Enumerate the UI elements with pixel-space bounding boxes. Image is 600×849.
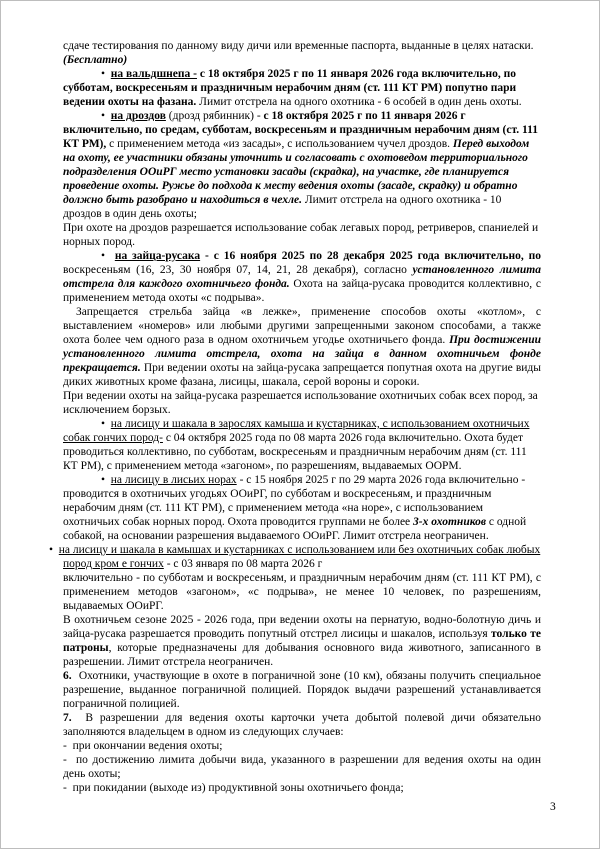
text-run: Лимит отстрела на одного охотника - 10 дроздов в один день охоты;	[63, 194, 502, 220]
text-run: на дроздов	[110, 110, 166, 122]
text-run: Охота на зайца-русака проводится коллективно, с применением метода охоты «с подрыва».	[63, 278, 542, 304]
bullet-fox-jackal-bushes	[49, 543, 541, 571]
text-run: с 18 октября 2025 г по 11 января 2026 года включительно, по субботам, воскресеньям и праздничным нерабочим дням (ст. 111 КТ РМ) попутно пари ведении охоты на фазана.	[63, 68, 517, 108]
text-run: Перед выходом на охоту, ее участники обязаны уточнить и согласовать с охотоведом территориального подразделения ООиРГ место установки засады (скрадка), на участке, где планируется проведение охоты. Ружье до подхода к месту ведения охоты (засаде, скрадку) и обратно должно быть разобрано и находиться в чехле.	[63, 138, 530, 206]
text-run: - по достижению лимита добычи вида, указанного в разрешении для ведения охоты на один день охоты;	[63, 754, 541, 780]
text-run: Охотники, участвующие в охоте в пограничной зоне (10 км), обязаны получить специальное разрешение, выданное пограничной полицией. Порядок выдачи разрешений устанавливается пограничной полицией.	[63, 670, 541, 710]
text-run: только те патроны	[63, 628, 541, 654]
bullet-marker: •	[101, 68, 111, 80]
bullet-marker: •	[101, 418, 111, 430]
para-hare-dogs	[63, 389, 541, 417]
text-run: При достижении установленного лимита отстрела, охота на зайца в данном охотничьем фонде прекращается.	[63, 334, 541, 374]
text-run: установленного лимита отстрела для каждого охотничьего фонда.	[63, 264, 542, 290]
para-season-cartridges	[63, 613, 541, 669]
text-run: сдаче тестирования по данному виду дичи или временные паспорта, выданные в целях натаски.	[63, 40, 534, 52]
item-7	[63, 711, 541, 739]
text-run: с применением метода «из засады», с использованием чучел дроздов.	[106, 138, 453, 150]
text-run: При ведении охоты на зайца-русака разрешается использование охотничьих собак всех пород, за исключением борзых.	[63, 390, 538, 416]
text-run: - с 15 ноября 2025 г по 29 марта 2026 года включительно - проводится в охотничьих угодьях ООиРГ, по субботам и воскресеньям, и праздничным нерабочим дням (ст. 111 КТ РМ), с применением метода «на норе», с использованием охотничьих собак норных пород. Охота проводится группами не более	[63, 474, 526, 528]
text-run: - с 03 января по 08 марта 2026 г	[163, 558, 323, 570]
text-run: (Бесплатно)	[63, 54, 128, 66]
bullet-marker: •	[101, 110, 111, 122]
text-run: Лимит отстрела на одного охотника - 6 особей в один день охоты.	[196, 96, 522, 108]
text-run: на зайца-русака	[114, 250, 201, 262]
intro-line	[63, 39, 541, 53]
text-run: 3-х охотников	[413, 516, 486, 528]
text-run: с 16 ноября 2025 по 28 декабря 2025 года включительно, по	[213, 250, 541, 262]
text-run: на лисицу в лисьих норах	[110, 474, 237, 486]
document-body	[49, 39, 542, 795]
text-run: воскресеньям (16, 23, 30 ноября 07, 14, 21, 28 декабря), согласно	[63, 264, 413, 276]
dash-item-limit-reached	[63, 753, 541, 781]
bullet-marker: •	[49, 544, 59, 556]
bullet-fox-dens	[63, 473, 541, 543]
text-run: При ведении охоты на зайца-русака запрещается попутная охота на другие виды диких животных кроме фазана, лисицы, шакала, серой вороны и сороки.	[63, 362, 541, 388]
text-run: на вальдшнепа -	[110, 68, 197, 80]
bullet-hare	[63, 249, 541, 305]
para-hare-ban	[63, 305, 541, 389]
dash-item-end-of-hunt	[63, 739, 541, 753]
text-run: , которые предназначены для добывания основного вида животного, записанного в разрешении. Лимит отстрела неограничен.	[63, 642, 541, 668]
bullet-marker: •	[101, 474, 111, 486]
page-number: 3	[550, 801, 556, 813]
text-run: включительно - по субботам и воскресеньям, и праздничным нерабочим дням (ст. 111 КТ РМ), с применением методов «загоном», «с подрыва», не менее 10 человек, по разрешениям, выдаваемых ООиРГ.	[63, 572, 541, 612]
item-6	[63, 669, 541, 711]
text-run: с 04 октября 2025 года по 08 марта 2026 года включительно. Охота будет проводиться коллективно, по субботам, воскресеньям и праздничным нерабочим дням (ст. 111 КТ РМ), с применением метода «загоном», по разрешениям, выдаваемых ООРМ.	[63, 432, 527, 472]
dash-item-leaving-zone	[63, 781, 541, 795]
free-note	[63, 53, 541, 67]
bullet-marker: •	[101, 250, 115, 262]
text-run: При охоте на дроздов разрешается использование собак легавых пород, ретриверов, спаниелей и норных пород.	[63, 222, 539, 248]
text-run: В разрешении для ведения охоты карточки учета добытой полевой дичи обязательно заполняются владельцем в одном из следующих случаев:	[63, 712, 541, 738]
text-run: - при окончании ведения охоты;	[63, 740, 223, 752]
para-thrush-dogs	[63, 221, 541, 249]
text-run: с 18 октября 2025 г по 11 января 2026 г включительно, по средам, субботам, воскресеньям и праздничным нерабочим дням (ст. 111 КТ РМ),	[63, 110, 538, 150]
bullet-thrush	[63, 109, 541, 221]
text-run: на лисицу и шакала в зарослях камыша и кустарниках, с использованием охотничьих собак гончих пород-	[63, 418, 530, 444]
text-run: с одной собакой, на основании разрешения выдаваемого ООиРГ. Лимит отстрела неограничен.	[63, 516, 527, 542]
bullet-fox-jackal-reeds-hounds	[63, 417, 541, 473]
text-run: 6.	[63, 670, 72, 682]
text-run: (дрозд рябинник) -	[165, 110, 264, 122]
text-run: 7.	[63, 712, 72, 724]
text-run: на лисицу и шакала в камышах и кустарниках с использованием или без охотничьих собак любых пород кром е гончих	[58, 544, 541, 570]
text-run: Запрещается стрельба зайца «в лежке», применение способов охоты «котлом», с выставлением «номеров» или любыми другими запрещенными законом способами, а также охота более чем одного раза в одном охотничьем угодье охотничьего фонда.	[63, 306, 541, 346]
bullet-woodcock	[63, 67, 541, 109]
text-run: В охотничьем сезоне 2025 - 2026 года, при ведении охоты на пернатую, водно-болотную дичь и зайца-русака разрешается проводить попутный отстрел лисицы и шакалов, используя	[63, 614, 541, 640]
para-bushes-continued	[63, 571, 541, 613]
text-run: -	[200, 250, 214, 262]
text-run: - при покидании (выходе из) продуктивной зоны охотничьего фонда;	[63, 782, 404, 794]
